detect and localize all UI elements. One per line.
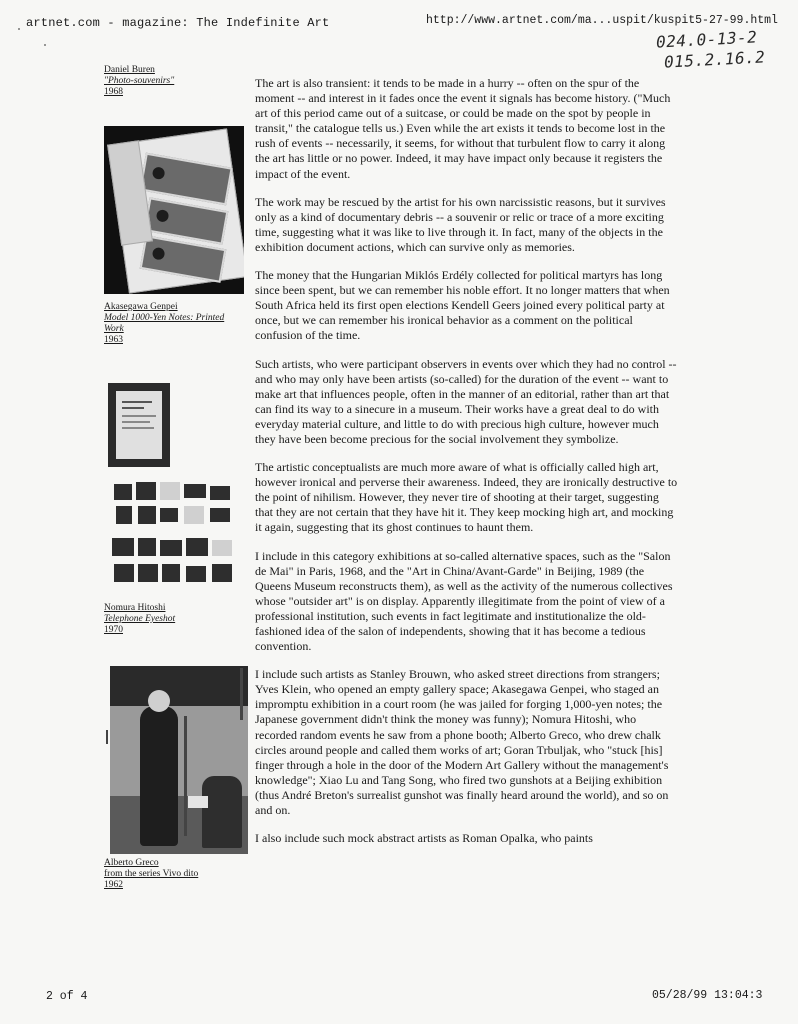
caption-title-line-1: Model 1000-Yen Notes: Printed	[104, 313, 225, 323]
artwork-image-telephone-eyeshot-row-1	[114, 480, 238, 528]
article-paragraph: I include in this category exhibitions at so-called alternative spaces, such as the "Salon de Mai" in Paris, 1968, and the "Art in China/Avant-Garde" in Beijing, 1989 (the Queens Museum reconstructs them), as well as the activity of the numerous collectives whose "outsider art" is on display. Apparently illegitimate from the point of view of a professional institution, such events in fact legitimate and institutionalize the old-fashioned idea of the salon of independents, showing that it has become a tedious convention.	[255, 548, 673, 654]
caption-artist: Daniel Buren	[104, 65, 155, 75]
handwritten-accession-number-2: 015.2.16.2	[663, 47, 766, 72]
caption-year: 1962	[104, 880, 123, 890]
caption-title: Telephone Eyeshot	[104, 614, 176, 624]
caption-year: 1968	[104, 87, 123, 97]
caption-title: from the series Vivo dito	[104, 869, 199, 879]
article-paragraph: The artistic conceptualists are much more aware of what is officially called high art, however ironical and perverse their awareness. Indeed, they are ironically destructive to the point of nihilism. However, they never tire of shooting at their target, suggesting that they are not certain that they have hit it. They keep mocking high art, and mocking it again, suggesting that its ghost continues to haunt them.	[255, 460, 678, 535]
article-paragraph: The art is also transient: it tends to be made in a hurry -- often on the spur of the moment -- and interest in it fades once the event it signals has become history. ("Much art of this period came out of a suitcase, or could be made on the spot by people in transit," the catalogue tells us.) Even while the art exists it tends to become lost in the rush of events -- necessarily, it seems, for without that turbulent flow to carry it along the art has little or no power. Indeed, it may have impact only because it registers the impact of the event.	[255, 76, 671, 181]
scan-speck	[18, 28, 20, 30]
artwork-image-telephone-eyeshot-row-2	[112, 536, 238, 586]
article-paragraph: I also include such mock abstract artists as Roman Opalka, who paints	[255, 831, 593, 846]
caption-year: 1963	[104, 335, 123, 345]
article-paragraph: Such artists, who were participant observers in events over which they had no control -- and who may only have been artists (so-called) for the duration of the event -- want to make art that influences people, often in the manner of an editorial, rather than art that can find its way to a sinecure in a museum. Their works have a great deal to do with everyday material culture, and little to do with precious high culture, however much they have been become precious for the social involvement they symbolize.	[255, 356, 677, 446]
article-paragraph: I include such artists as Stanley Brouwn, who asked street directions from strangers; Yves Klein, who opened an empty gallery space; Akasegawa Genpei, who staged an impromptu exhibition in a court room (he was jailed for forging 1,000-yen notes; the Japanese government didn't think the money was funny); Nomura Hitoshi, who recorded random events he saw from a phone booth; Alberto Greco, who drew chalk circles around people and called them works of art; Goran Trbuljak, who "stuck [his] finger through a hole in the door of the Modern Art Gallery without the management's knowledge"; Xiao Lu and Tang Song, who fired two gunshots at a Beijing exhibition (thus André Breton's surrealist gunshot was finally heard around the world), and so on and on.	[255, 667, 669, 818]
page-number: 2 of 4	[46, 990, 88, 1003]
caption-artist: Nomura Hitoshi	[104, 603, 166, 613]
caption-artist: Akasegawa Genpei	[104, 302, 178, 312]
scan-mark	[106, 730, 108, 744]
caption-artist: Alberto Greco	[104, 858, 159, 868]
page-header-url: http://www.artnet.com/ma...uspit/kuspit5-27-99.html	[426, 14, 778, 27]
handwritten-accession-number-1: 024.0-13-2	[655, 27, 758, 52]
caption-title: "Photo-souvenirs"	[104, 76, 175, 86]
page-header-title: artnet.com - magazine: The Indefinite Art	[26, 16, 330, 30]
artwork-image-booklet	[108, 383, 170, 467]
article-paragraph: The money that the Hungarian Miklós Erdély collected for political martyrs has long since been spent, but we can remember his noble effort. It no longer matters that when South Africa held its first open elections Kendell Geers joined every political party at once, but we can remember his ironical behavior as a comment on the political confusion of the time.	[255, 268, 670, 343]
article-paragraph: The work may be rescued by the artist for his own narcissistic reasons, but it survives only as a kind of documentary debris -- a souvenir or relic or trace of a more exciting time, suggesting what it was like to live through it. In fact, many of the objects in the exhibition document actions, which can survive only as memories.	[255, 194, 666, 254]
article-body	[255, 76, 679, 859]
caption-year: 1970	[104, 625, 123, 635]
caption-akasegawa-genpei	[104, 302, 254, 346]
caption-daniel-buren	[104, 65, 254, 98]
artwork-image-vivo-dito-photo	[110, 666, 248, 854]
caption-nomura-hitoshi	[104, 603, 254, 636]
scan-speck	[44, 44, 46, 46]
caption-title-line-2: Work	[104, 324, 124, 334]
caption-alberto-greco	[104, 858, 254, 891]
artwork-image-model-yen-notes	[104, 126, 244, 294]
scan-mark	[240, 668, 243, 720]
print-timestamp: 05/28/99 13:04:3	[652, 989, 763, 1002]
